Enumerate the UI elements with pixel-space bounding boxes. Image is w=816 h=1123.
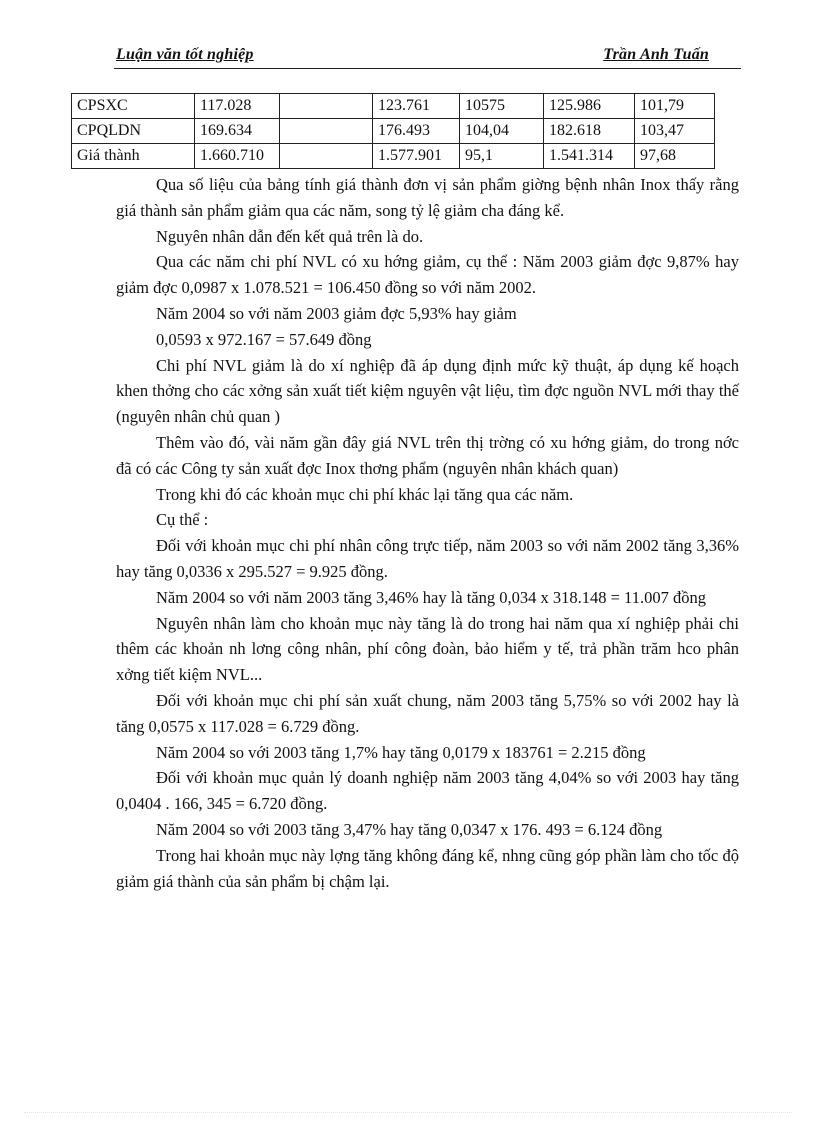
paragraph: Đối với khoản mục chi phí nhân công trực tiếp, năm 2003 so với năm 2002 tăng 3,36% hay tăng 0,0336 x 295.527 = 9.925 đồng.	[116, 536, 739, 581]
paragraph: Nguyên nhân làm cho khoản mục này tăng là do trong hai năm qua xí nghiệp phải chi thêm các khoản nh lơng công nhân, phí công đoàn, bảo hiểm y tế, trả phần trăm hco phân xởng tiết kiệm NVL...	[116, 613, 739, 685]
table-cell: 104,04	[460, 119, 544, 144]
paragraph: Nguyên nhân dẫn đến kết quả trên là do.	[156, 226, 424, 246]
header-thesis-title: Luận văn tốt nghiệp	[116, 46, 254, 63]
paragraph: Năm 2004 so với năm 2003 giảm đợc 5,93% hay giảm	[156, 303, 517, 323]
header-author-name: Trần Anh Tuấn	[603, 46, 709, 63]
table-cell: 123.761	[373, 94, 460, 119]
paragraph: Đối với khoản mục quản lý doanh nghiệp năm 2003 tăng 4,04% so với 2003 hay tăng 0,0404 . 166, 345 = 6.720 đồng.	[116, 768, 739, 814]
table-cell	[280, 94, 373, 119]
paragraph: Đối với khoản mục chi phí sản xuất chung, năm 2003 tăng 5,75% so với 2002 hay là tăng 0,0575 x 117.028 = 6.729 đồng.	[116, 690, 739, 736]
table-cell: 169.634	[195, 119, 280, 144]
paragraph: Chi phí NVL giảm là do xí nghiệp đã áp dụng định mức kỹ thuật, áp dụng kế hoạch khen thởng cho các xởng sản xuất tiết kiệm nguyên vật liệu, tìm đợc nguồn NVL mới thay thế (nguyên nhân chủ quan )	[116, 355, 739, 427]
paragraph: Cụ thể :	[156, 510, 209, 530]
footer-divider	[24, 1112, 792, 1113]
table-cell: 182.618	[544, 119, 635, 144]
table-row	[72, 119, 715, 144]
table-cell: 10575	[460, 94, 544, 119]
paragraph: Trong khi đó các khoản mục chi phí khác lại tăng qua các năm.	[156, 484, 574, 504]
cost-table	[71, 93, 715, 169]
table-cell: 101,79	[635, 94, 715, 119]
paragraph: Qua số liệu của bảng tính giá thành đơn vị sản phẩm giờng bệnh nhân Inox thấy rằng giá thành sản phẩm giảm qua các năm, song tỷ lệ giảm cha đáng kể.	[116, 175, 739, 220]
table-cell: 103,47	[635, 119, 715, 144]
table-cell: CPSXC	[72, 94, 195, 119]
table-row	[72, 94, 715, 119]
table-cell	[280, 144, 373, 169]
table-cell: CPQLDN	[72, 119, 195, 144]
table-cell: 97,68	[635, 144, 715, 169]
body-text	[116, 172, 739, 894]
table-cell	[280, 119, 373, 144]
table-cell: 1.660.710	[195, 144, 280, 169]
table-cell: 95,1	[460, 144, 544, 169]
paragraph: Thêm vào đó, vài năm gần đây giá NVL trên thị trờng có xu hớng giảm, do trong nớc đã có các Công ty sản xuất đợc Inox thơng phẩm (nguyên nhân khách quan)	[116, 432, 739, 478]
table-cell: Giá thành	[72, 144, 195, 169]
table-cell: 125.986	[544, 94, 635, 119]
paragraph-formula: 0,0593 x 972.167 = 57.649 đồng	[156, 329, 372, 349]
paragraph: Năm 2004 so với năm 2003 tăng 3,46% hay là tăng 0,034 x 318.148 = 11.007 đồng	[156, 587, 706, 607]
table-cell: 1.577.901	[373, 144, 460, 169]
table-cell: 117.028	[195, 94, 280, 119]
paragraph: Năm 2004 so với 2003 tăng 3,47% hay tăng 0,0347 x 176. 493 = 6.124 đồng	[156, 819, 663, 839]
page-header	[114, 46, 741, 69]
paragraph: Trong hai khoản mục này lợng tăng không đáng kể, nhng cũng góp phần làm cho tốc độ giảm giá thành của sản phẩm bị chậm lại.	[116, 845, 739, 891]
table-cell: 1.541.314	[544, 144, 635, 169]
table-cell: 176.493	[373, 119, 460, 144]
paragraph: Qua các năm chi phí NVL có xu hớng giảm, cụ thể : Năm 2003 giảm đợc 9,87% hay giảm đợc 0,0987 x 1.078.521 = 106.450 đồng so với năm 2002.	[116, 252, 739, 298]
table-row	[72, 144, 715, 169]
paragraph: Năm 2004 so với 2003 tăng 1,7% hay tăng 0,0179 x 183761 = 2.215 đồng	[156, 742, 646, 762]
